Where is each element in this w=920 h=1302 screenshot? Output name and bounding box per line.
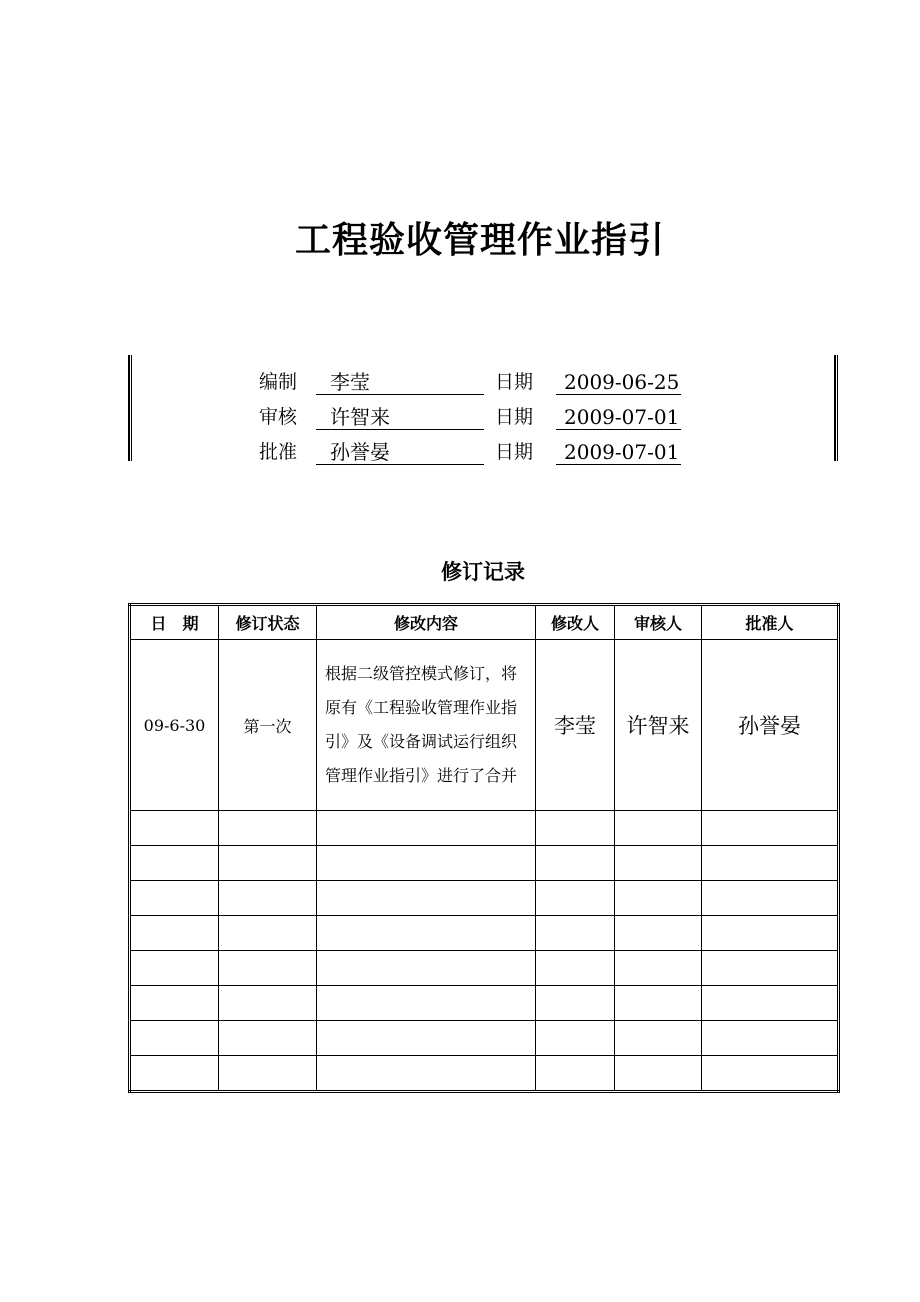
row-modifier: 李莹 <box>536 640 615 811</box>
signoff-role-label: 批准 <box>259 441 298 463</box>
row-modifier <box>536 916 615 951</box>
row-revision-state <box>219 1056 317 1092</box>
row-change-content <box>317 916 536 951</box>
signoff-role-label: 编制 <box>259 371 298 393</box>
row-revision-state <box>219 846 317 881</box>
row-date <box>130 1056 219 1092</box>
table-row <box>130 640 839 811</box>
signoff-date-label: 日期 <box>495 441 534 463</box>
row-reviewer <box>615 916 702 951</box>
row-date <box>130 846 219 881</box>
row-revision-state <box>219 1021 317 1056</box>
row-date <box>130 951 219 986</box>
row-reviewer <box>615 951 702 986</box>
header-reviewer: 审核人 <box>615 605 702 640</box>
row-date <box>130 916 219 951</box>
row-change-content <box>317 986 536 1021</box>
row-modifier <box>536 811 615 846</box>
row-change-content <box>317 1021 536 1056</box>
table-row-empty <box>130 1021 839 1056</box>
row-reviewer <box>615 811 702 846</box>
row-approver: 孙誉晏 <box>702 640 839 811</box>
row-date: 09-6-30 <box>130 640 219 811</box>
table-row-empty <box>130 811 839 846</box>
signoff-date-label: 日期 <box>495 406 534 428</box>
revision-table <box>128 603 840 1093</box>
row-reviewer <box>615 846 702 881</box>
row-reviewer <box>615 986 702 1021</box>
row-modifier <box>536 1021 615 1056</box>
row-change-content <box>317 1056 536 1092</box>
row-revision-state <box>219 986 317 1021</box>
row-change-content <box>317 881 536 916</box>
row-change-content <box>317 811 536 846</box>
row-revision-state <box>219 811 317 846</box>
table-row-empty <box>130 916 839 951</box>
table-row-empty <box>130 1056 839 1092</box>
header-date: 日 期 <box>130 605 219 640</box>
table-row-empty <box>130 986 839 1021</box>
row-approver <box>702 1021 839 1056</box>
row-modifier <box>536 986 615 1021</box>
table-row-empty <box>130 881 839 916</box>
table-row-empty <box>130 846 839 881</box>
header-modifier: 修改人 <box>536 605 615 640</box>
header-revision-state: 修订状态 <box>219 605 317 640</box>
signoff-row-compiled <box>128 361 838 396</box>
signoff-name: 许智来 <box>316 396 484 430</box>
row-reviewer: 许智来 <box>615 640 702 811</box>
signoff-date-label: 日期 <box>495 371 534 393</box>
document-title: 工程验收管理作业指引 <box>294 220 665 261</box>
row-date <box>130 1021 219 1056</box>
revision-record-title: 修订记录 <box>441 560 525 584</box>
header-change-content: 修改内容 <box>317 605 536 640</box>
row-revision-state <box>219 916 317 951</box>
signoff-name: 李莹 <box>316 361 484 395</box>
row-change-content: 根据二级管控模式修订，将原有《工程验收管理作业指引》及《设备调试运行组织管理作业指引》进行了合并 <box>317 640 536 811</box>
row-approver <box>702 986 839 1021</box>
signoff-block <box>128 355 838 464</box>
row-approver <box>702 846 839 881</box>
table-row-empty <box>130 951 839 986</box>
header-approver: 批准人 <box>702 605 839 640</box>
signoff-date: 2009-07-01 <box>556 431 681 465</box>
row-date <box>130 881 219 916</box>
row-modifier <box>536 881 615 916</box>
row-revision-state <box>219 881 317 916</box>
row-approver <box>702 881 839 916</box>
row-reviewer <box>615 1021 702 1056</box>
row-approver <box>702 916 839 951</box>
row-revision-state: 第一次 <box>219 640 317 811</box>
signoff-date: 2009-06-25 <box>556 361 681 395</box>
signoff-row-reviewed <box>128 396 838 431</box>
row-reviewer <box>615 1056 702 1092</box>
row-approver <box>702 951 839 986</box>
row-approver <box>702 1056 839 1092</box>
row-change-content <box>317 951 536 986</box>
row-revision-state <box>219 951 317 986</box>
revision-header-row <box>130 605 839 640</box>
signoff-name: 孙誉晏 <box>316 431 484 465</box>
row-approver <box>702 811 839 846</box>
signoff-row-approved <box>128 431 838 466</box>
row-modifier <box>536 951 615 986</box>
signoff-date: 2009-07-01 <box>556 396 681 430</box>
row-change-content <box>317 846 536 881</box>
row-modifier <box>536 1056 615 1092</box>
row-reviewer <box>615 881 702 916</box>
row-modifier <box>536 846 615 881</box>
row-date <box>130 811 219 846</box>
row-date <box>130 986 219 1021</box>
signoff-role-label: 审核 <box>259 406 298 428</box>
